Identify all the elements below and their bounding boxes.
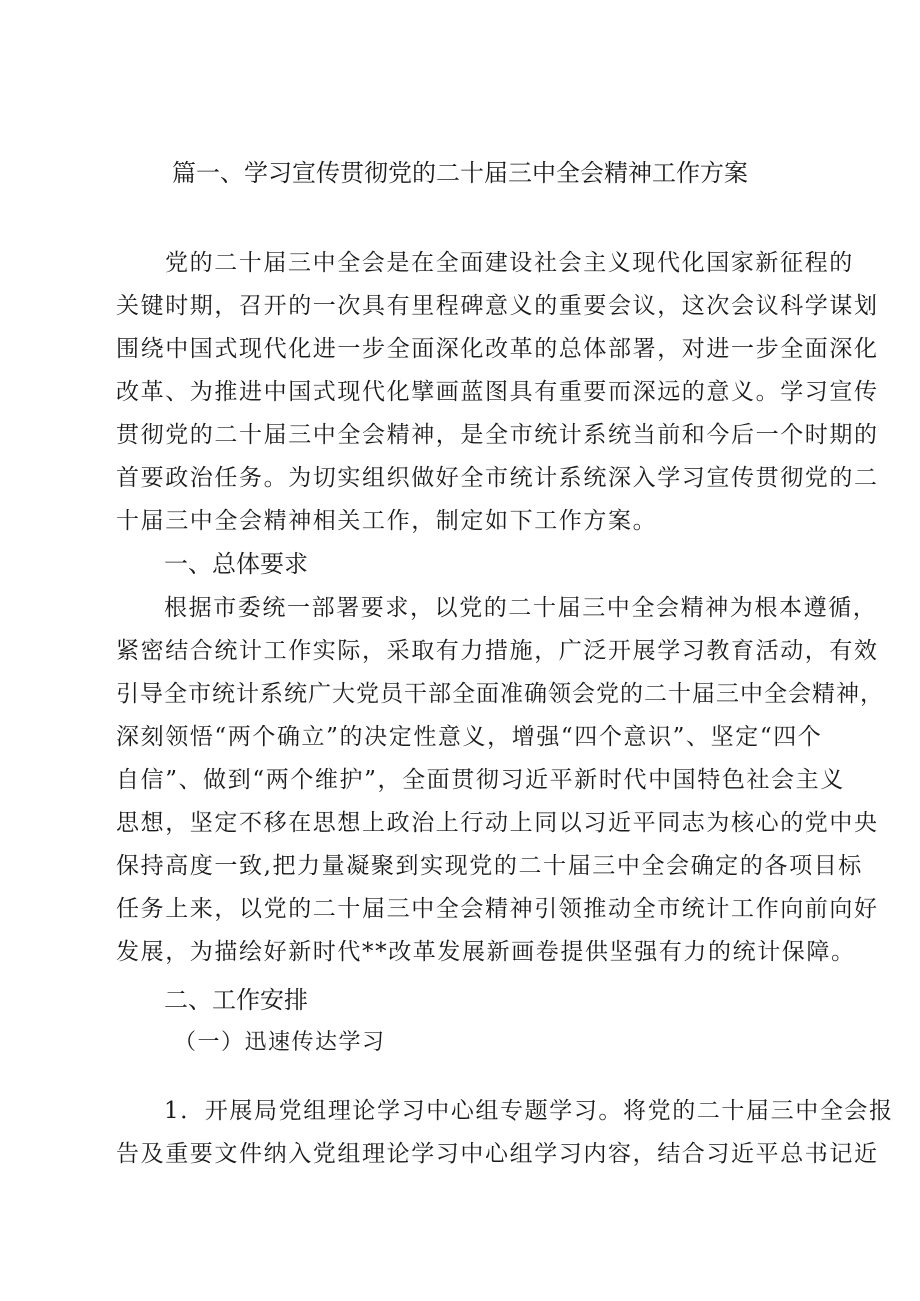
intro-line-5: 贯彻党的二十届三中全会精神，是全市统计系统当前和今后一个时期的 xyxy=(116,422,879,448)
section1-line-2: 紧密结合统计工作实际，采取有力措施，广泛开展学习教育活动，有效 xyxy=(116,638,879,664)
intro-line-1: 党的二十届三中全会是在全面建设社会主义现代化国家新征程的 xyxy=(165,250,854,276)
intro-line-7: 十届三中全会精神相关工作，制定如下工作方案。 xyxy=(116,508,658,534)
subsection-heading-1: （一）迅速传达学习 xyxy=(174,1030,386,1055)
section1-line-5: 自信”、做到“两个维护”，全面贯彻习近平新时代中国特色社会主义 xyxy=(116,767,845,793)
intro-line-4: 改革、为推进中国式现代化擘画蓝图具有重要而深远的意义。学习宣传 xyxy=(116,379,879,405)
section1-line-9: 发展，为描绘好新时代**改革发展新画卷提供坚强有力的统计保障。 xyxy=(116,939,856,965)
intro-line-2: 关键时期，召开的一次具有里程碑意义的重要会议，这次会议科学谋划 xyxy=(116,293,879,319)
intro-line-6: 首要政治任务。为切实组织做好全市统计系统深入学习宣传贯彻党的二 xyxy=(116,465,879,491)
section1-line-8: 任务上来，以党的二十届三中全会精神引领推动全市统计工作向前向好 xyxy=(116,896,879,922)
section1-line-7: 保持高度一致,把力量凝聚到实现党的二十届三中全会确定的各项目标 xyxy=(116,853,863,879)
section1-line-3: 引导全市统计系统广大党员干部全面准确领会党的二十届三中全会精神， xyxy=(116,681,884,707)
section1-line-4: 深刻领悟“两个确立”的决定性意义，增强“四个意识”、坚定“四个 xyxy=(116,724,823,750)
section1-line-1: 根据市委统一部署要求，以党的二十届三中全会精神为根本遵循， xyxy=(164,595,878,621)
section-heading-1: 一、总体要求 xyxy=(164,550,308,578)
item1-line-2: 告及重要文件纳入党组理论学习中心组学习内容，结合习近平总书记近 xyxy=(116,1141,879,1167)
item1-line-1: 1．开展局党组理论学习中心组专题学习。将党的二十届三中全会报 xyxy=(164,1098,894,1124)
document-title: 篇一、学习宣传贯彻党的二十届三中全会精神工作方案 xyxy=(172,159,748,187)
intro-line-3: 围绕中国式现代化进一步全面深化改革的总体部署，对进一步全面深化 xyxy=(116,336,879,362)
section-heading-2: 二、工作安排 xyxy=(164,986,308,1014)
section1-line-6: 思想，坚定不移在思想上政治上行动上同以习近平同志为核心的党中央 xyxy=(116,810,879,836)
